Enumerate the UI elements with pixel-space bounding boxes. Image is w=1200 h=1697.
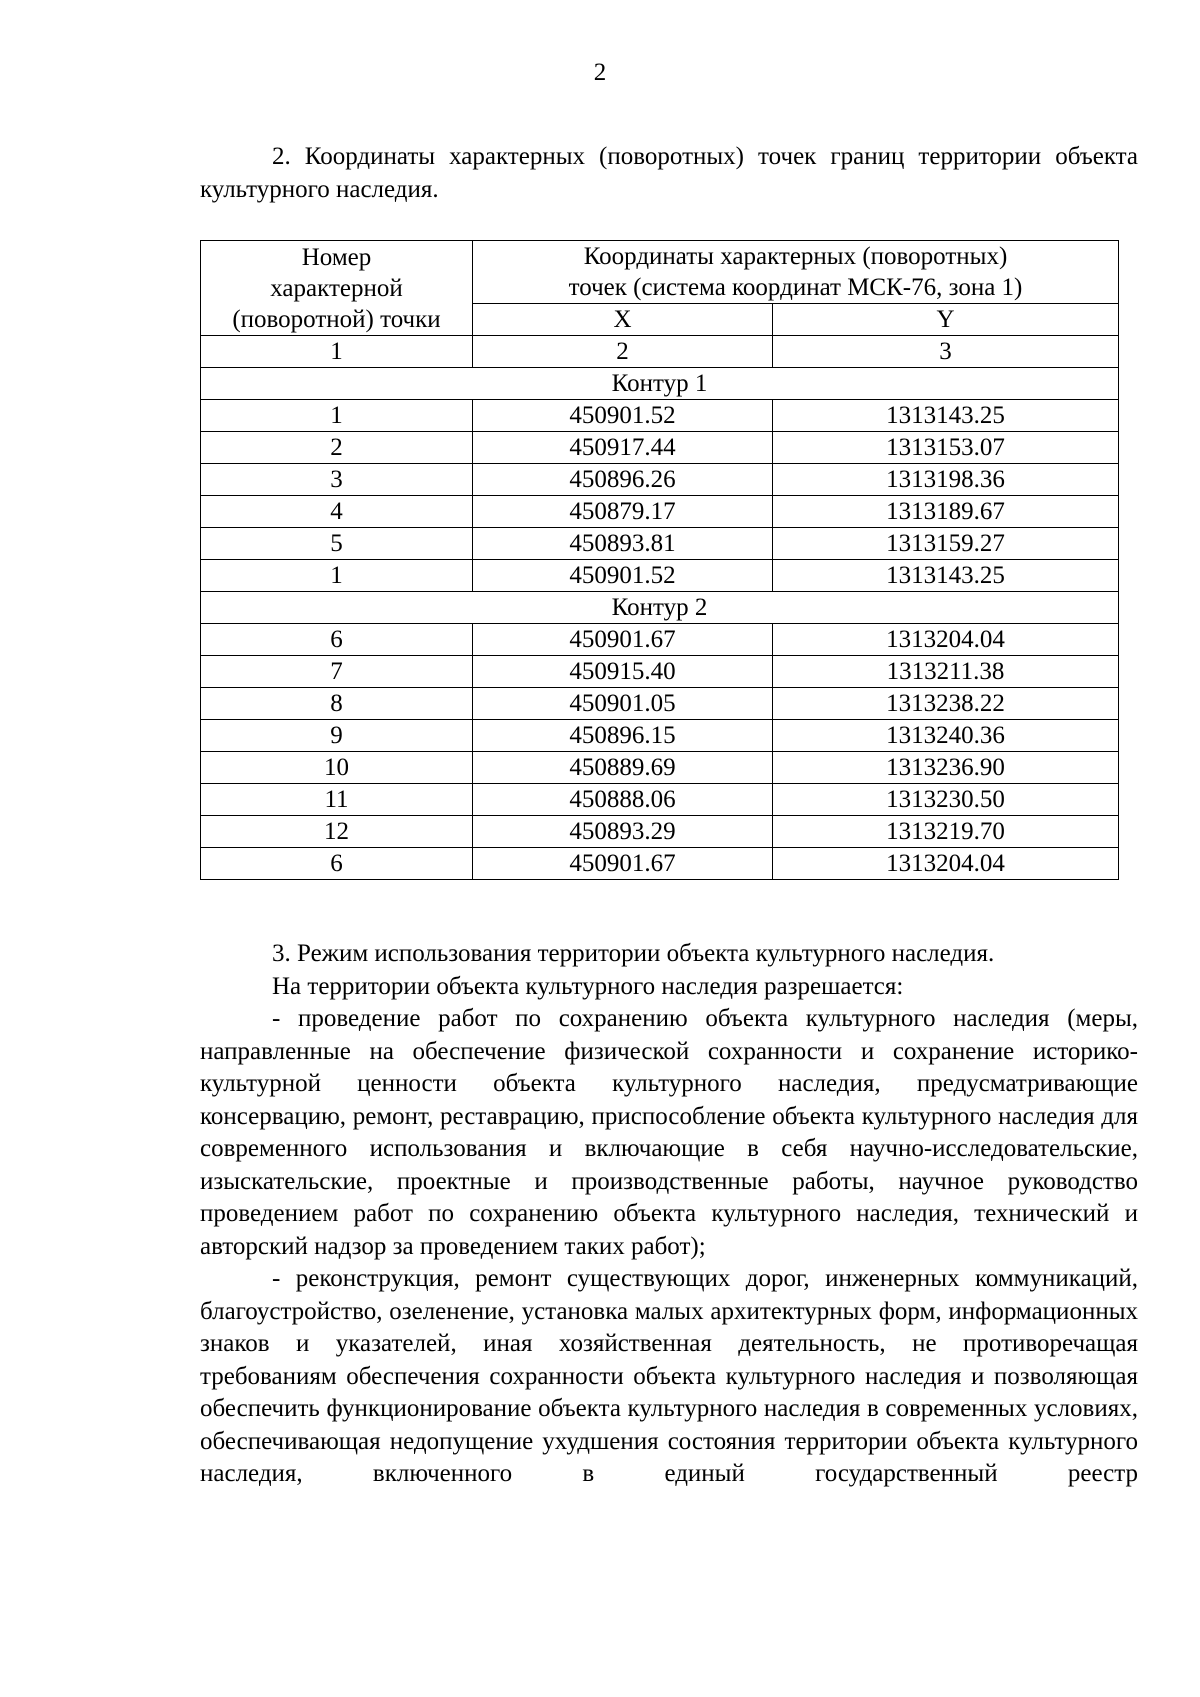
coordinates-table (200, 240, 1119, 880)
point-number-cell: 6 (201, 624, 473, 656)
table-row (201, 720, 1119, 752)
y-coordinate-cell: 1313198.36 (773, 464, 1119, 496)
y-coordinate-cell: 1313211.38 (773, 656, 1119, 688)
table-row (201, 848, 1119, 880)
point-number-cell: 4 (201, 496, 473, 528)
header-coords-line: Координаты характерных (поворотных) (583, 243, 1008, 270)
x-coordinate-cell: 450879.17 (473, 496, 773, 528)
y-coordinate-cell: 1313153.07 (773, 432, 1119, 464)
x-coordinate-cell: 450896.26 (473, 464, 773, 496)
x-coordinate-cell: 450893.29 (473, 816, 773, 848)
paragraph-section-3: 3. Режим использования территории объекта культурного наследия. (272, 940, 995, 967)
table-row (201, 816, 1119, 848)
table-row (201, 432, 1119, 464)
point-number-cell: 6 (201, 848, 473, 880)
y-coordinate-cell: 1313236.90 (773, 752, 1119, 784)
paragraph-preservation-works: - проведение работ по сохранению объекта культурного наследия (меры, направленные на обеспечение физической сохранности и сохранение историко-культурной ценности объекта культурного наследия, предусматривающие консервацию, ремонт, реставрацию, приспособление объекта культурного наследия для современного использования и включающие в себя научно-исследовательские, изыскательские, проектные и производственные работы, научное руководство проведением работ по сохранению объекта культурного наследия, технический и авторский надзор за проведением таких работ); (200, 1005, 1138, 1260)
x-coordinate-cell: 450896.15 (473, 720, 773, 752)
section-heading: 2. Координаты характерных (поворотных) точек границ территории объекта культурного наследия. (200, 143, 1138, 203)
header-coordinates (473, 241, 1119, 304)
contour-label: Контур 1 (201, 368, 1119, 400)
table-row (201, 752, 1119, 784)
y-coordinate-cell: 1313143.25 (773, 400, 1119, 432)
table-row (201, 496, 1119, 528)
point-number-cell: 5 (201, 528, 473, 560)
y-coordinate-cell: 1313219.70 (773, 816, 1119, 848)
point-number-cell: 1 (201, 400, 473, 432)
header-point-line: характерной (270, 274, 403, 302)
contour-label-row (201, 592, 1119, 624)
table-row (201, 784, 1119, 816)
point-number-cell: 2 (201, 432, 473, 464)
y-coordinate-cell: 1313189.67 (773, 496, 1119, 528)
point-number-cell: 1 (201, 560, 473, 592)
x-coordinate-cell: 450889.69 (473, 752, 773, 784)
header-x: X (473, 304, 773, 336)
y-coordinate-cell: 1313240.36 (773, 720, 1119, 752)
table-row (201, 688, 1119, 720)
point-number-cell: 7 (201, 656, 473, 688)
page-number: 2 (593, 59, 607, 86)
y-coordinate-cell: 1313204.04 (773, 848, 1119, 880)
header-point-number (201, 241, 473, 336)
x-coordinate-cell: 450901.05 (473, 688, 773, 720)
table-row (201, 656, 1119, 688)
header-y: Y (773, 304, 1119, 336)
x-coordinate-cell: 450901.52 (473, 400, 773, 432)
x-coordinate-cell: 450901.67 (473, 624, 773, 656)
column-number-row (201, 336, 1119, 368)
y-coordinate-cell: 1313230.50 (773, 784, 1119, 816)
table-row (201, 624, 1119, 656)
contour-label: Контур 2 (201, 592, 1119, 624)
point-number-cell: 10 (201, 752, 473, 784)
paragraph-reconstruction: - реконструкция, ремонт существующих дорог, инженерных коммуникаций, благоустройство, озеленение, установка малых архитектурных форм, информационных знаков и указателей, иная хозяйственная деятельность, не противоречащая требованиям обеспечения сохранности объекта культурного наследия и позволяющая обеспечить функционирование объекта культурного наследия в современных условиях, обеспечивающая недопущение ухудшения состояния территории объекта культурного наследия, включенного в единый государственный реестр (200, 1265, 1138, 1487)
body-text (200, 938, 1138, 1491)
x-coordinate-cell: 450917.44 (473, 432, 773, 464)
point-number-cell: 11 (201, 784, 473, 816)
x-coordinate-cell: 450893.81 (473, 528, 773, 560)
x-coordinate-cell: 450901.67 (473, 848, 773, 880)
paragraph-permitted-intro: На территории объекта культурного наследия разрешается: (272, 972, 904, 1000)
table-row (201, 560, 1119, 592)
x-coordinate-cell: 450888.06 (473, 784, 773, 816)
y-coordinate-cell: 1313143.25 (773, 560, 1119, 592)
x-coordinate-cell: 450915.40 (473, 656, 773, 688)
point-number-cell: 3 (201, 464, 473, 496)
point-number-cell: 9 (201, 720, 473, 752)
y-coordinate-cell: 1313159.27 (773, 528, 1119, 560)
header-coords-line: точек (система координат МСК-76, зона 1) (568, 274, 1023, 301)
contour-label-row (201, 368, 1119, 400)
column-number: 2 (473, 336, 773, 368)
table-row (201, 400, 1119, 432)
column-number: 1 (201, 336, 473, 368)
table-row (201, 464, 1119, 496)
point-number-cell: 8 (201, 688, 473, 720)
y-coordinate-cell: 1313204.04 (773, 624, 1119, 656)
header-point-line: Номер (301, 243, 372, 271)
table-row (201, 528, 1119, 560)
column-number: 3 (773, 336, 1119, 368)
header-point-line: (поворотной) точки (232, 305, 441, 333)
y-coordinate-cell: 1313238.22 (773, 688, 1119, 720)
point-number-cell: 12 (201, 816, 473, 848)
x-coordinate-cell: 450901.52 (473, 560, 773, 592)
